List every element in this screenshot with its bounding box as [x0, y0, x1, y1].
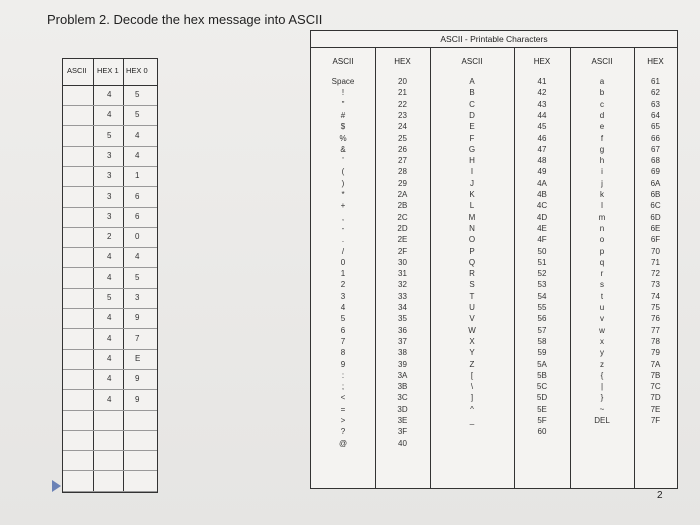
header-hex0: HEX 0: [126, 66, 148, 75]
hex0-cell: 4: [135, 252, 140, 262]
ascii-char: V: [469, 314, 475, 324]
hex-code: 46: [537, 133, 547, 143]
hex-code: 7B: [650, 370, 661, 380]
answer-table: [62, 58, 158, 493]
hex-code: 77: [651, 325, 660, 335]
ascii-char: $: [340, 122, 346, 132]
ascii-char: Space: [331, 77, 355, 86]
ascii-char: P: [469, 246, 475, 256]
hex-code: 7E: [650, 404, 661, 414]
hex-code: 3C: [397, 393, 408, 403]
ascii-char: g: [599, 144, 605, 154]
ascii-char: q: [599, 257, 605, 267]
hex-code: 61: [651, 77, 660, 86]
problem-title: Problem 2. Decode the hex message into ASCII: [47, 12, 323, 27]
table-row: [63, 247, 157, 268]
hex-code: 37: [398, 336, 407, 346]
ascii-char: t: [600, 291, 604, 301]
hex-code: 58: [537, 336, 547, 346]
ascii-char: W: [468, 325, 476, 335]
hex-code: 57: [537, 325, 547, 335]
hex-code: 2A: [397, 190, 408, 199]
hex-code: 6C: [650, 201, 661, 211]
ascii-char: ]: [470, 393, 474, 403]
ascii-char: E: [469, 122, 475, 132]
hex-code: 45: [537, 122, 547, 132]
ascii-char: 0: [340, 257, 346, 267]
ascii-char: !: [341, 88, 345, 98]
ascii-char: %: [339, 133, 347, 143]
hex-code: 24: [398, 122, 407, 132]
ascii-char: ,: [341, 212, 345, 222]
table-row: [63, 430, 157, 451]
hex-code: 4E: [537, 223, 547, 233]
ascii-char: h: [599, 156, 605, 166]
ascii-char: v: [600, 314, 604, 324]
hex-code: 7A: [650, 359, 661, 369]
hex-code: 50: [537, 246, 547, 256]
hex-code: 5E: [537, 404, 547, 414]
hex-code: 26: [398, 144, 407, 154]
table-row: [63, 105, 157, 126]
hex0-cell: 6: [135, 211, 140, 221]
hex-code: 56: [537, 314, 547, 324]
ascii-char: ": [341, 99, 345, 109]
hex1-cell: 2: [107, 232, 112, 242]
hex0-cell: 9: [135, 313, 140, 323]
ascii-char: R: [469, 269, 475, 279]
hex0-cell: 1: [135, 171, 140, 181]
table-row: [63, 329, 157, 350]
hex-code: 25: [398, 133, 407, 143]
hex1-cell: 4: [107, 313, 112, 323]
ascii-char: {: [600, 370, 604, 380]
ascii-char: k: [600, 190, 604, 199]
ascii-char: _: [469, 416, 475, 425]
hex-code: 6B: [650, 190, 661, 199]
ascii-char: H: [469, 156, 475, 166]
hex1-cell: 3: [107, 171, 112, 181]
hex-code: 51: [537, 257, 547, 267]
hex-code: 6F: [650, 235, 661, 245]
table-row: [63, 207, 157, 228]
ascii-char: 1: [340, 269, 346, 279]
ascii-char: \: [470, 382, 474, 392]
ascii-char: r: [600, 269, 604, 279]
hex-code: 5A: [537, 359, 547, 369]
ascii-char: F: [469, 133, 475, 143]
hex-code: 27: [398, 156, 407, 166]
hex-code: 67: [651, 144, 660, 154]
ascii-char: T: [469, 291, 475, 301]
ascii-char: .: [341, 235, 345, 245]
hex0-cell: 9: [135, 394, 140, 404]
ascii-char: @: [338, 438, 348, 448]
ascii-char: =: [340, 404, 346, 414]
header-ascii-1: ASCII: [332, 57, 354, 66]
ascii-char: x: [600, 336, 604, 346]
hex0-cell: 9: [135, 374, 140, 384]
hex-code: 2F: [397, 246, 408, 256]
table-caption: ASCII - Printable Characters: [311, 31, 677, 48]
ascii-char: (: [341, 167, 345, 177]
hex-code: 4D: [536, 212, 548, 222]
hex-code: 4F: [537, 235, 547, 245]
hex-code: 3A: [397, 370, 408, 380]
hex-code: 38: [398, 348, 407, 358]
ascii-char: 6: [340, 325, 346, 335]
ascii-char: m: [598, 212, 606, 222]
hex-code: 48: [537, 156, 547, 166]
ascii-char: U: [469, 303, 475, 312]
hex-code: 31: [398, 269, 407, 279]
ascii-char: G: [468, 144, 476, 154]
hex-code: 5C: [536, 382, 548, 392]
hex-code: 39: [398, 359, 407, 369]
ascii-char: w: [599, 325, 605, 335]
ascii-char: a: [599, 77, 605, 86]
ascii-char: D: [469, 110, 475, 120]
hex1-cell: 5: [107, 293, 112, 302]
hex-code: 64: [651, 110, 660, 120]
ascii-char: d: [599, 110, 605, 120]
hex-code: 22: [398, 99, 407, 109]
hex-code: 75: [651, 303, 660, 312]
header-hex-1: HEX: [394, 57, 411, 66]
hex-code: 36: [398, 325, 407, 335]
hex0-cell: E: [135, 353, 141, 363]
ascii-char: <: [340, 393, 346, 403]
ascii-char: |: [600, 382, 604, 392]
hex-code: 30: [398, 257, 407, 267]
hex-code: 60: [537, 427, 547, 437]
table-row: [63, 227, 157, 248]
hex-code: 44: [537, 110, 547, 120]
hex1-cell: 4: [107, 252, 112, 262]
ascii-char: #: [340, 110, 346, 120]
ascii-char: 9: [340, 359, 346, 369]
ascii-char: K: [469, 190, 475, 199]
hex-code: 5D: [536, 393, 548, 403]
ascii-char: b: [599, 88, 605, 98]
ascii-char: l: [601, 201, 603, 211]
hex0-cell: 0: [135, 232, 140, 242]
ascii-char: Z: [469, 359, 475, 369]
hex-code: 42: [537, 88, 547, 98]
hex-code: 47: [537, 144, 547, 154]
ascii-char: n: [599, 223, 605, 233]
hex1-cell: 5: [107, 130, 112, 140]
table-row: [63, 410, 157, 431]
ascii-char: j: [601, 178, 603, 188]
table-row: [63, 126, 157, 147]
hex-code: 72: [651, 269, 660, 279]
hex0-cell: 3: [135, 293, 140, 302]
header-hex1: HEX 1: [97, 66, 119, 75]
ascii-char: p: [599, 246, 605, 256]
header-ascii: ASCII: [67, 66, 87, 75]
ascii-char: S: [469, 280, 475, 290]
hex-code: 33: [398, 291, 407, 301]
hex-code: 55: [537, 303, 547, 312]
hex1-cell: 4: [107, 333, 112, 343]
header-ascii-2: ASCII: [461, 57, 483, 66]
hex-code: 76: [651, 314, 660, 324]
hex-code: 78: [651, 336, 660, 346]
ascii-char: 2: [340, 280, 346, 290]
header-hex-2: HEX: [533, 57, 551, 66]
hex-code: 2D: [397, 223, 408, 233]
hex-code: 28: [398, 167, 407, 177]
ascii-char: &: [340, 144, 346, 154]
hex0-cell: 4: [135, 130, 140, 140]
ascii-char: i: [601, 167, 603, 177]
ascii-char: M: [468, 212, 476, 222]
ascii-char: e: [599, 122, 605, 132]
ascii-char: ^: [470, 404, 474, 414]
hex-code: 3B: [397, 382, 408, 392]
ascii-char: -: [341, 223, 345, 233]
hex-code: 2B: [397, 201, 408, 211]
arrow-icon: [52, 480, 61, 492]
ascii-char: f: [600, 133, 604, 143]
hex-code: 4C: [536, 201, 548, 211]
hex-code: 41: [537, 77, 547, 86]
ascii-reference-table: [310, 30, 678, 489]
hex-code: 2C: [397, 212, 408, 222]
ascii-char: ?: [340, 427, 346, 437]
ascii-char: >: [340, 416, 346, 425]
ascii-char: Y: [469, 348, 475, 358]
hex-code: 7D: [650, 393, 661, 403]
ascii-char: ': [342, 156, 344, 166]
table-row: [63, 187, 157, 208]
hex-code: 79: [651, 348, 660, 358]
ascii-char: +: [340, 201, 346, 211]
hex-code: 40: [398, 438, 407, 448]
hex1-cell: 3: [107, 211, 112, 221]
ascii-char: ;: [341, 382, 345, 392]
table-row: [63, 349, 157, 370]
hex-code: 3D: [397, 404, 408, 414]
ascii-char: o: [599, 235, 605, 245]
ascii-char: u: [599, 303, 605, 312]
hex-code: 59: [537, 348, 547, 358]
ascii-char: N: [469, 223, 475, 233]
hex1-cell: 4: [107, 353, 112, 363]
page-number: 2: [657, 490, 663, 501]
ascii-char: 3: [340, 291, 346, 301]
header-ascii-3: ASCII: [591, 57, 613, 66]
hex-code: 2E: [397, 235, 408, 245]
table-row: [63, 308, 157, 329]
hex-code: 6D: [650, 212, 661, 222]
hex0-cell: 5: [135, 110, 140, 120]
hex-code: 6A: [650, 178, 661, 188]
hex0-cell: 5: [135, 272, 140, 282]
ascii-char: }: [600, 393, 604, 403]
hex-code: 52: [537, 269, 547, 279]
hex-code: 62: [651, 88, 660, 98]
hex-code: 73: [651, 280, 660, 290]
ascii-char: c: [600, 99, 604, 109]
hex-code: 34: [398, 303, 407, 312]
hex-code: 6E: [650, 223, 661, 233]
hex-code: 63: [651, 99, 660, 109]
ascii-char: B: [469, 88, 475, 98]
ascii-char: L: [469, 201, 475, 211]
ascii-char: y: [600, 348, 604, 358]
hex-code: 49: [537, 167, 547, 177]
ascii-char: Q: [468, 257, 476, 267]
table-row: [63, 85, 157, 106]
hex-code: 20: [398, 77, 407, 86]
ascii-char: z: [600, 359, 604, 369]
hex-code: 3E: [397, 416, 408, 425]
table-row: [63, 288, 157, 309]
answer-table-header: [63, 59, 157, 86]
table-row: [63, 450, 157, 471]
hex0-cell: 7: [135, 333, 140, 343]
hex-code: 70: [651, 246, 660, 256]
ascii-char: 7: [340, 336, 346, 346]
hex0-cell: 6: [135, 191, 140, 201]
hex-code: 4A: [537, 178, 547, 188]
table-row: [63, 471, 157, 492]
hex1-cell: 3: [107, 191, 112, 201]
ascii-char: A: [469, 77, 475, 86]
hex-code: 66: [651, 133, 660, 143]
hex-code: 7C: [650, 382, 661, 392]
hex-code: 43: [537, 99, 547, 109]
ascii-char: ~: [599, 404, 605, 414]
ascii-char: I: [470, 167, 474, 177]
ascii-char: 4: [340, 303, 346, 312]
hex-code: 29: [398, 178, 407, 188]
hex-code: 21: [398, 88, 407, 98]
header-hex-3: HEX: [647, 57, 664, 66]
hex-code: 69: [651, 167, 660, 177]
table-row: [63, 146, 157, 167]
hex0-cell: 4: [135, 150, 140, 160]
hex-code: 23: [398, 110, 407, 120]
hex-code: 35: [398, 314, 407, 324]
ascii-char: *: [341, 190, 345, 199]
ascii-char: [: [470, 370, 474, 380]
ascii-char: /: [341, 246, 345, 256]
ascii-char: C: [469, 99, 475, 109]
table-row: [63, 268, 157, 289]
hex-code: 74: [651, 291, 660, 301]
hex-code: 5F: [537, 416, 547, 425]
hex-code: 54: [537, 291, 547, 301]
hex-code: 71: [651, 257, 660, 267]
hex-code: 3F: [397, 427, 408, 437]
ascii-char: X: [469, 336, 475, 346]
hex-code: 68: [651, 156, 660, 166]
hex1-cell: 3: [107, 150, 112, 160]
hex-code: 32: [398, 280, 407, 290]
ascii-char: ): [341, 178, 345, 188]
ascii-char: O: [468, 235, 476, 245]
hex1-cell: 4: [107, 272, 112, 282]
hex-code: 4B: [537, 190, 547, 199]
ascii-char: 5: [340, 314, 346, 324]
hex1-cell: 4: [107, 90, 112, 99]
hex-code: 53: [537, 280, 547, 290]
hex0-cell: 5: [135, 90, 140, 99]
ascii-char: :: [341, 370, 345, 380]
hex1-cell: 4: [107, 394, 112, 404]
ascii-char: J: [470, 178, 474, 188]
ascii-char: DEL: [594, 416, 610, 425]
hex-code: 65: [651, 122, 660, 132]
table-row: [63, 369, 157, 390]
ascii-char: 8: [340, 348, 346, 358]
hex-code: 5B: [537, 370, 547, 380]
hex1-cell: 4: [107, 110, 112, 120]
hex-code: 7F: [650, 416, 661, 425]
ascii-char: s: [600, 280, 604, 290]
hex1-cell: 4: [107, 374, 112, 384]
table-row: [63, 390, 157, 411]
table-row: [63, 166, 157, 187]
